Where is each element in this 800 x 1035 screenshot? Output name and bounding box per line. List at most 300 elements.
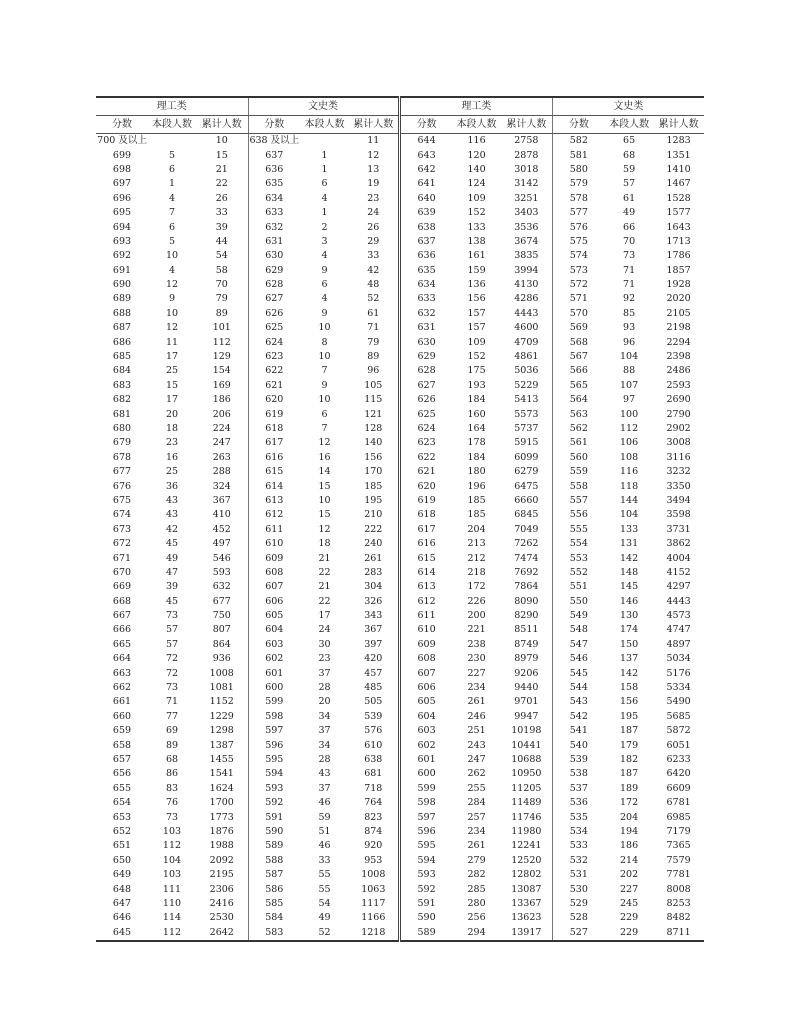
- science-segment-cell: 4: [168, 192, 176, 204]
- science-cumulative-cell: 39: [215, 221, 228, 233]
- science-segment-cell: 6: [168, 221, 176, 233]
- science-segment-cell: 114: [162, 912, 182, 924]
- science-segment-cell: 226: [467, 595, 486, 607]
- table-row: [96, 537, 399, 551]
- science-cumulative-cell: 7262: [514, 538, 539, 550]
- table-row: [401, 825, 704, 839]
- table-row: [96, 796, 399, 810]
- science-segment-cell: 161: [467, 250, 486, 262]
- arts-segment-cell: 137: [620, 653, 639, 665]
- arts-score-cell: 570: [553, 307, 605, 321]
- arts-score-cell: 534: [553, 825, 605, 839]
- science-cumulative-cell: 677: [212, 595, 231, 607]
- table-row: [401, 220, 704, 234]
- arts-cumulative-cell: 71: [367, 322, 380, 334]
- science-segment-cell: 11: [165, 336, 179, 348]
- arts-score-cell: 608: [248, 566, 300, 580]
- arts-segment-cell: 49: [623, 207, 636, 219]
- table-row: [401, 508, 704, 522]
- science-segment-cell: 10: [165, 250, 179, 262]
- arts-cumulative-cell: 367: [364, 624, 383, 636]
- science-cumulative-cell: 4709: [514, 336, 539, 348]
- science-segment-cell: 218: [467, 566, 486, 578]
- science-score-cell: 648: [112, 883, 132, 895]
- table-row: [401, 278, 704, 292]
- arts-segment-cell: 65: [623, 135, 636, 147]
- arts-segment-cell: 10: [318, 394, 331, 406]
- science-score-cell: 617: [417, 523, 436, 535]
- arts-segment-cell: 16: [318, 451, 331, 463]
- arts-segment-cell: 34: [318, 739, 331, 751]
- arts-score-cell: 627: [248, 292, 300, 306]
- table-header: [96, 97, 399, 134]
- science-score-cell: 621: [417, 466, 436, 478]
- science-segment-cell: 25: [165, 466, 179, 478]
- science-cumulative-cell: 13367: [511, 897, 542, 909]
- arts-segment-cell: 1: [321, 163, 328, 175]
- arts-score-cell: 586: [248, 882, 300, 896]
- arts-cumulative-cell: 105: [364, 379, 383, 391]
- science-cumulative-cell: 3403: [514, 207, 539, 219]
- science-cumulative-cell: 5573: [514, 408, 539, 420]
- arts-cumulative-cell: 1410: [666, 163, 691, 175]
- science-segment-cell: 238: [467, 638, 486, 650]
- science-segment-cell: 76: [165, 797, 179, 809]
- table-row: [401, 436, 704, 450]
- science-segment-cell: 175: [467, 365, 486, 377]
- science-cumulative-cell: 632: [212, 581, 231, 593]
- col-segment-header: 本段人数: [148, 116, 196, 134]
- science-segment-cell: 15: [165, 379, 179, 391]
- science-score-cell: 590: [417, 912, 436, 924]
- science-segment-cell: 112: [148, 925, 196, 940]
- arts-score-cell: 532: [553, 854, 605, 868]
- science-cumulative-cell: 3674: [514, 235, 539, 247]
- table-row: [96, 379, 399, 393]
- science-cumulative-cell: 1152: [209, 696, 234, 708]
- arts-cumulative-cell: 4297: [666, 581, 691, 593]
- arts-score-cell: 587: [248, 868, 300, 882]
- arts-segment-cell: 17: [318, 610, 331, 622]
- arts-cumulative-cell: 7781: [666, 869, 691, 881]
- science-score-cell: 696: [112, 192, 132, 204]
- arts-segment-cell: 30: [318, 638, 331, 650]
- arts-segment-cell: 28: [318, 682, 331, 694]
- arts-segment-cell: 7: [321, 423, 328, 434]
- arts-score-cell: 578: [553, 192, 605, 206]
- science-segment-cell: 178: [467, 437, 486, 449]
- arts-cumulative-cell: 823: [364, 811, 383, 823]
- science-segment-cell: 36: [165, 480, 179, 492]
- arts-cumulative-cell: 96: [367, 365, 380, 377]
- science-segment-cell: 39: [165, 581, 179, 593]
- science-score-cell: 624: [417, 423, 436, 434]
- arts-segment-cell: 14: [318, 466, 331, 478]
- arts-segment-cell: 6: [321, 178, 328, 190]
- arts-score-cell: 538: [553, 767, 605, 781]
- science-segment-cell: 221: [467, 624, 486, 636]
- science-segment-cell: 25: [165, 365, 179, 377]
- arts-segment-cell: 194: [620, 825, 639, 837]
- science-segment-cell: 280: [467, 897, 486, 909]
- science-cumulative-cell: 9947: [514, 710, 539, 722]
- table-row: [96, 854, 399, 868]
- table-row: [96, 393, 399, 407]
- science-cumulative-cell: 497: [212, 538, 231, 550]
- science-cumulative-cell: 4861: [514, 351, 539, 363]
- arts-cumulative-cell: 3232: [666, 466, 691, 478]
- science-cumulative-cell: 7864: [514, 581, 539, 593]
- arts-score-cell: 636: [248, 163, 300, 177]
- arts-cumulative-cell: 3116: [666, 451, 691, 463]
- arts-segment-cell: 97: [623, 394, 636, 406]
- arts-segment-cell: [300, 134, 349, 149]
- arts-score-cell: 585: [248, 897, 300, 911]
- arts-cumulative-cell: 8711: [654, 925, 704, 940]
- science-cumulative-cell: 206: [212, 408, 231, 420]
- arts-cumulative-cell: 8482: [666, 912, 691, 924]
- arts-score-cell: 561: [553, 436, 605, 450]
- science-cumulative-cell: 1876: [209, 825, 234, 837]
- arts-cumulative-cell: 7365: [666, 840, 691, 852]
- arts-score-cell: 626: [248, 307, 300, 321]
- science-cumulative-cell: 936: [212, 653, 231, 665]
- science-score-cell: 687: [112, 322, 132, 334]
- science-cumulative-cell: 11489: [511, 797, 542, 809]
- science-cumulative-cell: 2416: [209, 897, 234, 909]
- science-score-cell: 652: [112, 825, 132, 837]
- col-score-header: 分数: [248, 116, 300, 134]
- table-row: [401, 393, 704, 407]
- table-row: [401, 767, 704, 781]
- arts-segment-cell: 142: [620, 667, 639, 679]
- science-segment-cell: 45: [165, 595, 179, 607]
- science-cumulative-cell: 154: [212, 365, 231, 377]
- col-score-header: 分数: [96, 116, 148, 134]
- table-row: [401, 249, 704, 263]
- arts-score-cell: 631: [248, 235, 300, 249]
- science-score-cell: 618: [417, 509, 436, 521]
- science-cumulative-cell: 2878: [514, 149, 539, 161]
- science-score-cell: 620: [417, 480, 436, 492]
- arts-score-cell: 582: [553, 134, 605, 149]
- science-segment-cell: 73: [165, 682, 179, 694]
- arts-cumulative-cell: 5872: [666, 725, 691, 737]
- table-row: [96, 292, 399, 306]
- arts-score-cell: 621: [248, 379, 300, 393]
- table-row: [401, 681, 704, 695]
- science-cumulative-cell: 8749: [514, 638, 539, 650]
- arts-score-cell: 617: [248, 436, 300, 450]
- arts-score-cell: 540: [553, 738, 605, 752]
- table-row: [96, 595, 399, 609]
- arts-cumulative-cell: 2486: [666, 365, 691, 377]
- science-score-cell: 602: [417, 739, 436, 751]
- table-row: [96, 825, 399, 839]
- science-cumulative-cell: 5229: [514, 379, 539, 391]
- science-cumulative-cell: 5413: [514, 394, 539, 406]
- table-body: [96, 134, 399, 941]
- science-score-cell: 681: [112, 408, 132, 420]
- science-segment-cell: 1: [168, 178, 176, 190]
- table-header: [401, 97, 704, 134]
- arts-score-cell: 607: [248, 580, 300, 594]
- science-segment-cell: 140: [467, 163, 486, 175]
- arts-score-cell: 539: [553, 753, 605, 767]
- arts-cumulative-cell: 343: [364, 610, 383, 622]
- science-segment-cell: 285: [467, 883, 486, 895]
- arts-cumulative-cell: 953: [364, 854, 383, 866]
- arts-cumulative-cell: 638: [364, 753, 383, 765]
- science-segment-cell: 136: [467, 279, 486, 291]
- arts-score-cell: 632: [248, 220, 300, 234]
- arts-cumulative-cell: 718: [364, 782, 383, 794]
- science-score-cell: 645: [96, 925, 148, 940]
- arts-cumulative-cell: 1063: [361, 883, 386, 895]
- arts-score-cell: 624: [248, 335, 300, 349]
- arts-score-cell: 533: [553, 839, 605, 853]
- science-segment-cell: 124: [467, 178, 486, 190]
- science-segment-cell: 110: [162, 897, 182, 909]
- arts-cumulative-cell: 457: [364, 667, 383, 679]
- table-row: [401, 839, 704, 853]
- arts-segment-cell: 54: [318, 897, 331, 909]
- arts-segment-cell: 2: [321, 221, 328, 233]
- arts-cumulative-cell: 19: [367, 178, 380, 190]
- science-score-cell: 639: [417, 207, 436, 219]
- arts-cumulative-cell: 4897: [666, 638, 691, 650]
- arts-segment-cell: 112: [620, 423, 639, 434]
- science-score-cell: 605: [417, 696, 436, 708]
- science-cumulative-cell: 9440: [514, 682, 539, 694]
- science-cumulative-cell: 1387: [209, 739, 234, 751]
- arts-score-cell: 598: [248, 710, 300, 724]
- col-cumulative-header: 累计人数: [196, 116, 248, 134]
- science-score-cell: 604: [417, 710, 436, 722]
- arts-score-cell: 600: [248, 681, 300, 695]
- table-row: [96, 335, 399, 349]
- arts-cumulative-cell: 764: [364, 797, 383, 809]
- arts-cumulative-cell: 3598: [666, 509, 691, 521]
- science-score-cell: 659: [112, 725, 132, 737]
- arts-score-cell: 551: [553, 580, 605, 594]
- arts-cumulative-cell: 240: [364, 538, 383, 550]
- arts-segment-cell: 148: [620, 566, 639, 578]
- science-cumulative-cell: 10198: [511, 725, 542, 737]
- arts-segment-cell: 1: [321, 149, 328, 161]
- arts-segment-cell: 100: [620, 408, 639, 420]
- science-cumulative-cell: 8979: [514, 653, 539, 665]
- science-cumulative-cell: 3835: [514, 250, 539, 262]
- science-segment-cell: 184: [467, 451, 486, 463]
- arts-cumulative-cell: 326: [364, 595, 383, 607]
- arts-score-cell: 623: [248, 350, 300, 364]
- arts-segment-cell: 142: [620, 552, 639, 564]
- science-cumulative-cell: 288: [212, 466, 231, 478]
- science-score-cell: 662: [112, 682, 132, 694]
- science-score-cell: 699: [112, 149, 132, 161]
- arts-cumulative-cell: 1577: [666, 207, 691, 219]
- table-row: [96, 566, 399, 580]
- arts-cumulative-cell: 261: [364, 552, 383, 564]
- arts-score-cell: 549: [553, 609, 605, 623]
- science-segment-cell: 12: [165, 279, 179, 291]
- arts-segment-cell: 6: [321, 408, 328, 420]
- table-row: [96, 350, 399, 364]
- table-row: [401, 292, 704, 306]
- arts-score-cell: 602: [248, 652, 300, 666]
- science-score-cell: 642: [417, 163, 436, 175]
- arts-score-cell: 599: [248, 695, 300, 709]
- arts-cumulative-cell: 5334: [666, 682, 691, 694]
- science-cumulative-cell: 2306: [209, 883, 234, 895]
- table-row: [96, 724, 399, 738]
- science-score-cell: 615: [417, 552, 436, 564]
- arts-segment-cell: 104: [620, 509, 639, 521]
- science-cumulative-cell: 1541: [209, 768, 234, 780]
- col-segment-header: 本段人数: [300, 116, 349, 134]
- science-score-cell: 596: [417, 825, 436, 837]
- arts-segment-cell: 55: [318, 883, 331, 895]
- arts-segment-cell: 93: [623, 322, 636, 334]
- science-group-header: 理工类: [401, 97, 553, 116]
- science-score-cell: 626: [417, 394, 436, 406]
- col-cumulative-header: 累计人数: [654, 116, 704, 134]
- table-row: [401, 652, 704, 666]
- arts-segment-cell: 37: [318, 725, 331, 737]
- arts-segment-cell: 34: [318, 710, 331, 722]
- science-cumulative-cell: 13087: [511, 883, 542, 895]
- table-row: [401, 264, 704, 278]
- table-row: [401, 810, 704, 824]
- science-segment-cell: 68: [165, 753, 179, 765]
- arts-score-cell: 576: [553, 220, 605, 234]
- science-segment-cell: 193: [467, 379, 486, 391]
- arts-segment-cell: 59: [623, 163, 636, 175]
- science-cumulative-cell: 11746: [511, 811, 542, 823]
- science-score-cell: 663: [112, 667, 132, 679]
- arts-segment-cell: 59: [318, 811, 331, 823]
- arts-segment-cell: 37: [318, 667, 331, 679]
- arts-score-cell: 622: [248, 364, 300, 378]
- arts-segment-cell: 186: [620, 840, 639, 852]
- science-segment-cell: 16: [165, 451, 179, 463]
- science-score-cell: 673: [112, 523, 132, 535]
- science-cumulative-cell: 4130: [514, 279, 539, 291]
- science-cumulative-cell: 324: [212, 480, 231, 492]
- arts-cumulative-cell: 1528: [666, 192, 691, 204]
- table-row: [401, 566, 704, 580]
- science-cumulative-cell: 8290: [514, 610, 539, 622]
- arts-score-cell: 565: [553, 379, 605, 393]
- arts-score-cell: 630: [248, 249, 300, 263]
- science-score-cell: 606: [417, 682, 436, 694]
- science-cumulative-cell: 186: [212, 394, 231, 406]
- col-cumulative-header: 累计人数: [501, 116, 553, 134]
- science-cumulative-cell: 6475: [514, 480, 539, 492]
- arts-segment-cell: 22: [318, 566, 331, 578]
- science-segment-cell: 18: [165, 423, 179, 434]
- table-row: [96, 710, 399, 724]
- table-row: [401, 796, 704, 810]
- arts-segment-cell: 15: [318, 480, 331, 492]
- arts-cumulative-cell: 2105: [666, 307, 691, 319]
- arts-segment-cell: 10: [318, 351, 331, 363]
- arts-score-cell: 637: [248, 148, 300, 162]
- arts-score-cell: 634: [248, 192, 300, 206]
- arts-cumulative-cell: 3008: [666, 437, 691, 449]
- arts-segment-cell: 104: [620, 351, 639, 363]
- science-score-cell: 600: [417, 768, 436, 780]
- arts-cumulative-cell: 12: [367, 149, 380, 161]
- science-segment-cell: 257: [467, 811, 486, 823]
- science-cumulative-cell: 9701: [514, 696, 539, 708]
- arts-segment-cell: 227: [620, 883, 639, 895]
- arts-score-cell: 572: [553, 278, 605, 292]
- science-segment-cell: 156: [467, 293, 486, 305]
- arts-score-cell: 547: [553, 638, 605, 652]
- arts-cumulative-cell: 6051: [666, 739, 691, 751]
- science-score-cell: 661: [112, 696, 132, 708]
- science-segment-cell: 20: [165, 408, 179, 420]
- science-cumulative-cell: 70: [215, 279, 228, 291]
- table-row: [401, 666, 704, 680]
- arts-score-cell: 604: [248, 623, 300, 637]
- arts-segment-cell: 21: [318, 552, 331, 564]
- arts-cumulative-cell: 2902: [666, 423, 691, 434]
- table-row: [401, 379, 704, 393]
- table-row: [401, 465, 704, 479]
- arts-segment-cell: 61: [623, 192, 636, 204]
- science-segment-cell: 159: [467, 264, 486, 276]
- science-segment-cell: 196: [467, 480, 486, 492]
- table-row: [401, 609, 704, 623]
- arts-cumulative-cell: 79: [367, 336, 380, 348]
- science-cumulative-cell: 26: [215, 192, 228, 204]
- table-row: [401, 163, 704, 177]
- arts-score-cell: 612: [248, 508, 300, 522]
- science-segment-cell: 72: [165, 653, 179, 665]
- arts-cumulative-cell: 874: [364, 825, 383, 837]
- science-score-cell: 619: [417, 494, 436, 506]
- arts-score-cell: 554: [553, 537, 605, 551]
- table-row: [96, 494, 399, 508]
- science-segment-cell: 230: [467, 653, 486, 665]
- science-score-cell: 641: [417, 178, 436, 190]
- arts-cumulative-cell: 2398: [666, 351, 691, 363]
- science-score-cell: 668: [112, 595, 132, 607]
- table-row: [401, 638, 704, 652]
- arts-cumulative-cell: 26: [367, 221, 380, 233]
- col-segment-header: 本段人数: [605, 116, 654, 134]
- arts-segment-cell: 187: [620, 725, 639, 737]
- science-segment-cell: 103: [162, 869, 182, 881]
- science-cumulative-cell: 11980: [511, 825, 542, 837]
- arts-score-cell: 580: [553, 163, 605, 177]
- science-segment-cell: 251: [467, 725, 486, 737]
- science-segment-cell: 69: [165, 725, 179, 737]
- arts-cumulative-cell: 210: [364, 509, 383, 521]
- table-row: [401, 407, 704, 421]
- arts-segment-cell: 33: [318, 854, 331, 866]
- arts-cumulative-cell: 2593: [666, 379, 691, 391]
- arts-score-cell: 535: [553, 810, 605, 824]
- table-row: [96, 911, 399, 925]
- table-row: [96, 451, 399, 465]
- arts-cumulative-cell: 3350: [666, 480, 691, 492]
- science-segment-cell: 261: [467, 840, 486, 852]
- science-score-cell: 651: [112, 840, 132, 852]
